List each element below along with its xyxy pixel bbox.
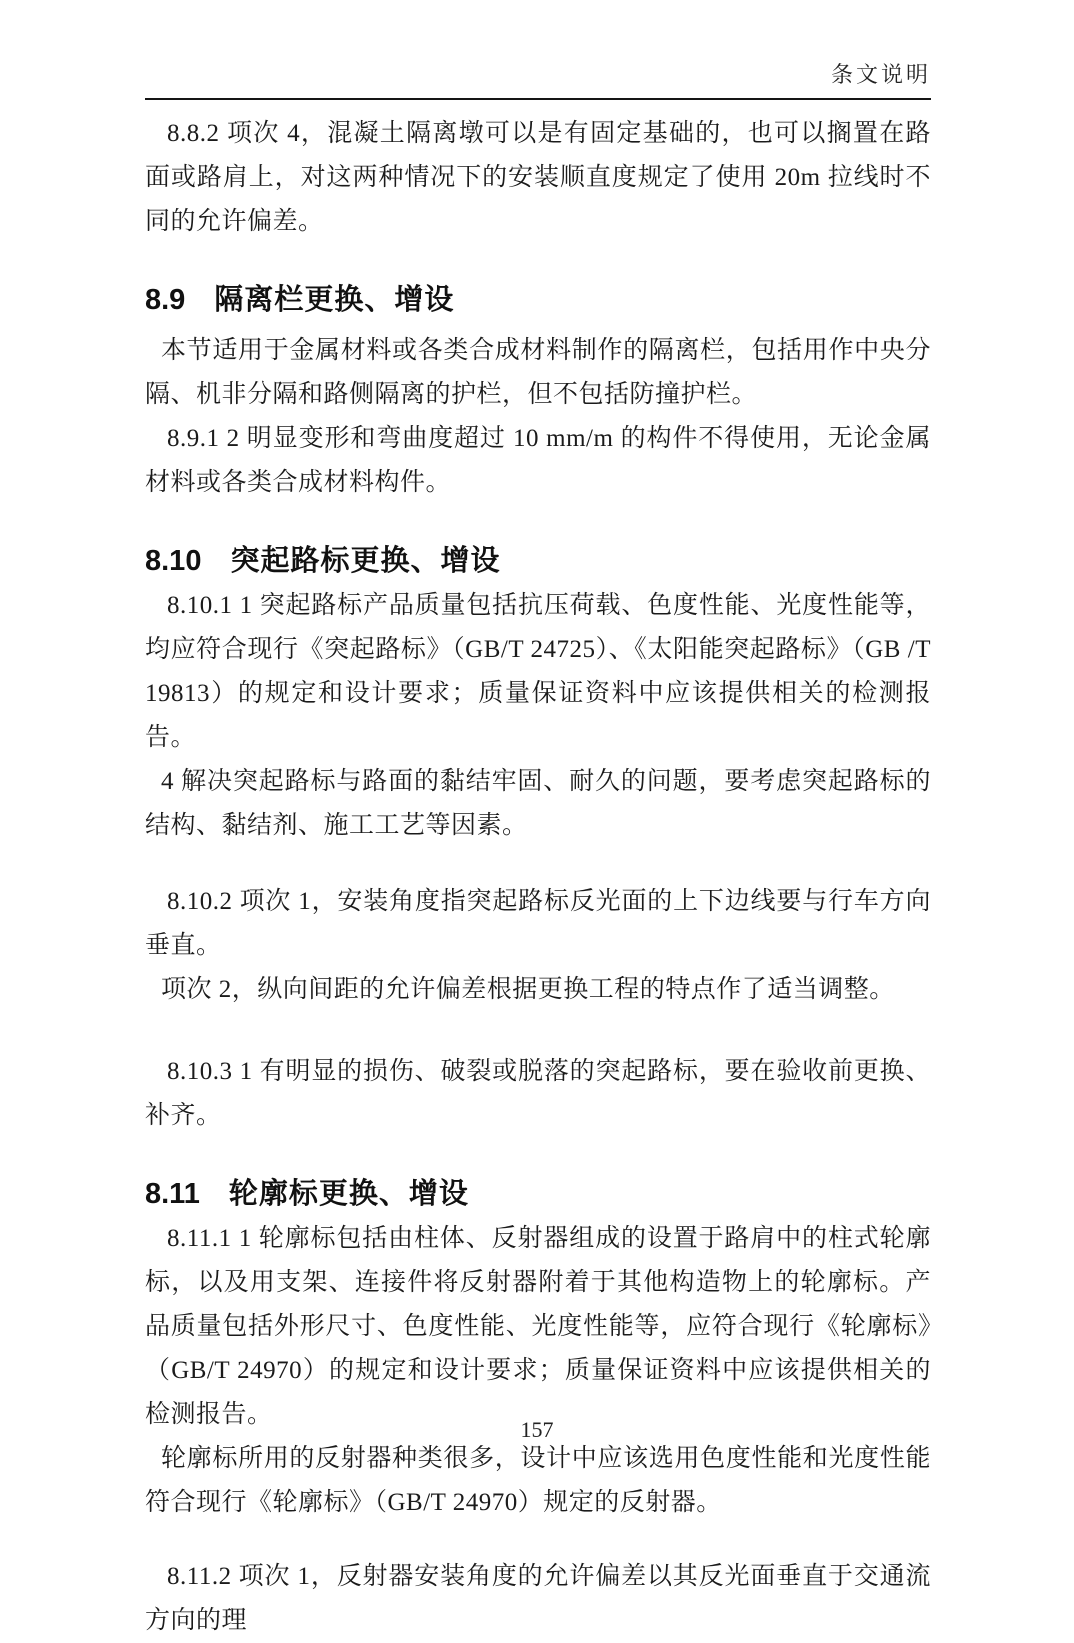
paragraph-8-11-1-reflectors: 轮廓标所用的反射器种类很多，设计中应该选用色度性能和光度性能符合现行《轮廓标》（GB/T 24970）规定的反射器。	[145, 1445, 931, 1516]
text-area	[145, 0, 931, 1643]
section-number: 8.11	[145, 1178, 200, 1210]
section-heading-8-10	[145, 539, 931, 584]
paragraph-8-8-2: 8.8.2 项次 4，混凝土隔离墩可以是有固定基础的，也可以搁置在路面或路肩上，对这两种情况下的安装顺直度规定了使用 20m 拉线时不同的允许偏差。	[145, 120, 931, 235]
section-number: 8.10	[145, 545, 202, 577]
running-header: 条文说明	[830, 62, 931, 87]
section-title: 轮廓标更换、增设	[228, 1178, 469, 1210]
paragraph-8-10-3: 8.10.3 1 有明显的损伤、破裂或脱落的突起路标，要在验收前更换、补齐。	[145, 1058, 931, 1129]
paragraph-8-11-1: 8.11.1 1 轮廓标包括由柱体、反射器组成的设置于路肩中的柱式轮廓标，以及用支架、连接件将反射器附着于其他构造物上的轮廓标。产品质量包括外形尺寸、色度性能、光度性能等，应符合现行《轮廓标》（GB/T 24970）的规定和设计要求；质量保证资料中应该提供相关的检测报告。	[145, 1225, 931, 1428]
section-number: 8.9	[145, 284, 186, 316]
section-title: 突起路标更换、增设	[230, 545, 501, 577]
paragraph-8-11-2: 8.11.2 项次 1，反射器安装角度的允许偏差以其反光面垂直于交通流方向的理	[145, 1563, 931, 1634]
paragraph-scope-8-9: 本节适用于金属材料或各类合成材料制作的隔离栏，包括用作中央分隔、机非分隔和路侧隔离的护栏，但不包括防撞护栏。	[145, 337, 931, 408]
section-title: 隔离栏更换、增设	[214, 284, 455, 316]
paragraph-8-10-2-item-2: 项次 2，纵向间距的允许偏差根据更换工程的特点作了适当调整。	[161, 976, 895, 1003]
paragraph-8-9-1: 8.9.1 2 明显变形和弯曲度超过 10 mm/m 的构件不得使用，无论金属材料或各类合成材料构件。	[145, 425, 931, 496]
paragraph-8-10-2: 8.10.2 项次 1，安装角度指突起路标反光面的上下边线要与行车方向垂直。	[145, 888, 931, 959]
section-heading-8-9	[145, 278, 931, 323]
section-heading-8-11	[145, 1172, 931, 1217]
paragraph-8-10-1-item-4: 4 解决突起路标与路面的黏结牢固、耐久的问题，要考虑突起路标的结构、黏结剂、施工工艺等因素。	[145, 768, 931, 839]
paragraph-8-10-1: 8.10.1 1 突起路标产品质量包括抗压荷载、色度性能、光度性能等，均应符合现行《突起路标》（GB/T 24725）、《太阳能突起路标》（GB /T 19813）的规定和设计要求；质量保证资料中应该提供相关的检测报告。	[145, 592, 931, 751]
page-number: 157	[520, 1417, 554, 1442]
header-rule	[145, 98, 931, 100]
